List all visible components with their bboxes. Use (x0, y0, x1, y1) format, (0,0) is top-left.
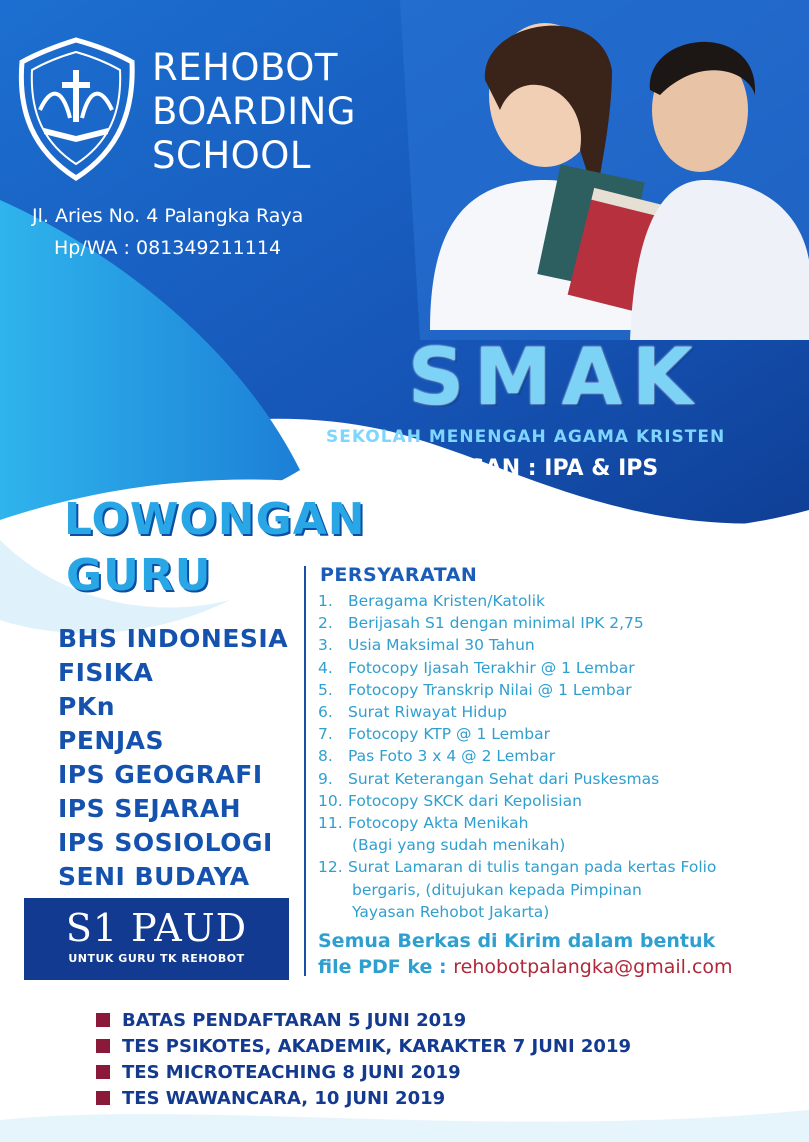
requirement-number: 7. (318, 725, 333, 744)
subject-item: IPS SOSIOLOGI (58, 828, 273, 857)
requirement-number: 6. (318, 703, 333, 722)
requirement-text: Surat Keterangan Sehat dari Puskesmas (348, 769, 660, 788)
requirement-item (318, 679, 716, 701)
requirement-number: 5. (318, 680, 333, 699)
requirement-item (318, 723, 716, 745)
requirement-item (318, 590, 716, 612)
majors-label: JURUSAN : IPA & IPS (408, 456, 659, 481)
subject-item: PKn (58, 692, 115, 721)
requirement-number: 1. (318, 592, 333, 610)
requirement-text: Fotocopy Transkrip Nilai @ 1 Lembar (348, 680, 632, 699)
requirement-item (318, 812, 716, 834)
requirement-item (318, 745, 716, 767)
subject-item: FISIKA (58, 658, 154, 687)
email-link[interactable]: rehobotpalangka@gmail.com (453, 956, 733, 978)
schedule-text: TES PSIKOTES, AKADEMIK, KARAKTER 7 JUNI 2019 (122, 1036, 632, 1057)
subject-item: BHS INDONESIA (58, 624, 289, 653)
schedule-item (96, 1086, 631, 1112)
subject-item: PENJAS (58, 726, 164, 755)
requirement-number: 2. (318, 614, 333, 633)
schedule-text: BATAS PENDAFTARAN 5 JUNI 2019 (122, 1010, 467, 1031)
requirement-continuation: Yayasan Rehobot Jakarta) (352, 902, 550, 921)
requirement-item (318, 856, 716, 878)
requirement-number: 10. (318, 791, 343, 810)
requirement-text: Surat Lamaran di tulis tangan pada kertas Folio (348, 858, 717, 877)
requirement-text: Fotocopy Ijasah Terakhir @ 1 Lembar (348, 658, 635, 677)
requirement-item (318, 790, 716, 812)
school-contact (32, 200, 303, 264)
requirement-text: Berijasah S1 dengan minimal IPK 2,75 (348, 614, 644, 633)
requirement-item (318, 612, 716, 634)
requirement-continuation: bergaris, (ditujukan kepada Pimpinan (352, 880, 642, 899)
submission-info (318, 928, 733, 980)
schedule-item (96, 1034, 631, 1060)
submission-line1: Semua Berkas di Kirim dalam bentuk (318, 930, 716, 952)
requirement-item (318, 701, 716, 723)
requirement-text: Fotocopy KTP @ 1 Lembar (348, 725, 550, 744)
requirement-number: 8. (318, 747, 333, 766)
hero-title: SMAK (408, 333, 703, 423)
school-name-line: REHOBOT (152, 46, 338, 89)
requirement-text: Pas Foto 3 x 4 @ 2 Lembar (348, 747, 556, 766)
requirement-number: 11. (318, 814, 343, 833)
bullet-square-icon (96, 1013, 110, 1027)
requirement-text: Usia Maksimal 30 Tahun (348, 636, 535, 655)
submission-line2 (318, 954, 733, 980)
requirement-number: 12. (318, 858, 343, 877)
bullet-square-icon (96, 1039, 110, 1053)
hero-subtitle: SEKOLAH MENENGAH AGAMA KRISTEN (326, 427, 726, 447)
school-name-line: BOARDING (152, 90, 356, 133)
vacancy-heading (64, 492, 366, 604)
requirement-item (318, 634, 716, 656)
schedule-text: TES MICROTEACHING 8 JUNI 2019 (122, 1062, 461, 1083)
paud-subtitle: UNTUK GURU TK REHOBOT (68, 952, 245, 965)
vacancy-heading-line2: GURU (66, 550, 212, 601)
subject-item: IPS SEJARAH (58, 794, 242, 823)
requirement-continuation: (Bagi yang sudah menikah) (352, 836, 566, 855)
requirement-item (318, 657, 716, 679)
bullet-square-icon (96, 1065, 110, 1079)
schedule-item (96, 1060, 631, 1086)
bullet-square-icon (96, 1091, 110, 1105)
requirement-text: Surat Riwayat Hidup (348, 703, 507, 722)
requirement-number: 4. (318, 658, 333, 677)
requirement-number: 9. (318, 769, 333, 788)
subject-item: SENI BUDAYA (58, 862, 250, 891)
school-name-line: SCHOOL (152, 134, 312, 177)
requirement-text: Fotocopy Akta Menikah (348, 814, 529, 833)
paud-banner (24, 898, 289, 980)
paud-title: S1 PAUD (65, 906, 248, 950)
subject-list (58, 622, 288, 894)
submission-prefix: file PDF ke : (318, 956, 454, 978)
school-name (152, 46, 356, 178)
requirement-number: 3. (318, 636, 333, 655)
vacancy-heading-line1: LOWONGAN (64, 494, 366, 545)
schedule-list (96, 1008, 631, 1112)
requirements-title: PERSYARATAN (320, 564, 478, 586)
requirement-item (318, 768, 716, 790)
requirement-text: Beragama Kristen/Katolik (348, 592, 546, 610)
schedule-item (96, 1008, 631, 1034)
column-divider (304, 566, 306, 976)
subject-item: IPS GEOGRAFI (58, 760, 263, 789)
schedule-text: TES WAWANCARA, 10 JUNI 2019 (122, 1088, 446, 1109)
school-address: Jl. Aries No. 4 Palangka Raya (32, 205, 304, 227)
requirement-text: Fotocopy SKCK dari Kepolisian (348, 791, 582, 810)
requirements-list (318, 590, 716, 923)
school-phone: Hp/WA : 081349211114 (54, 237, 282, 259)
